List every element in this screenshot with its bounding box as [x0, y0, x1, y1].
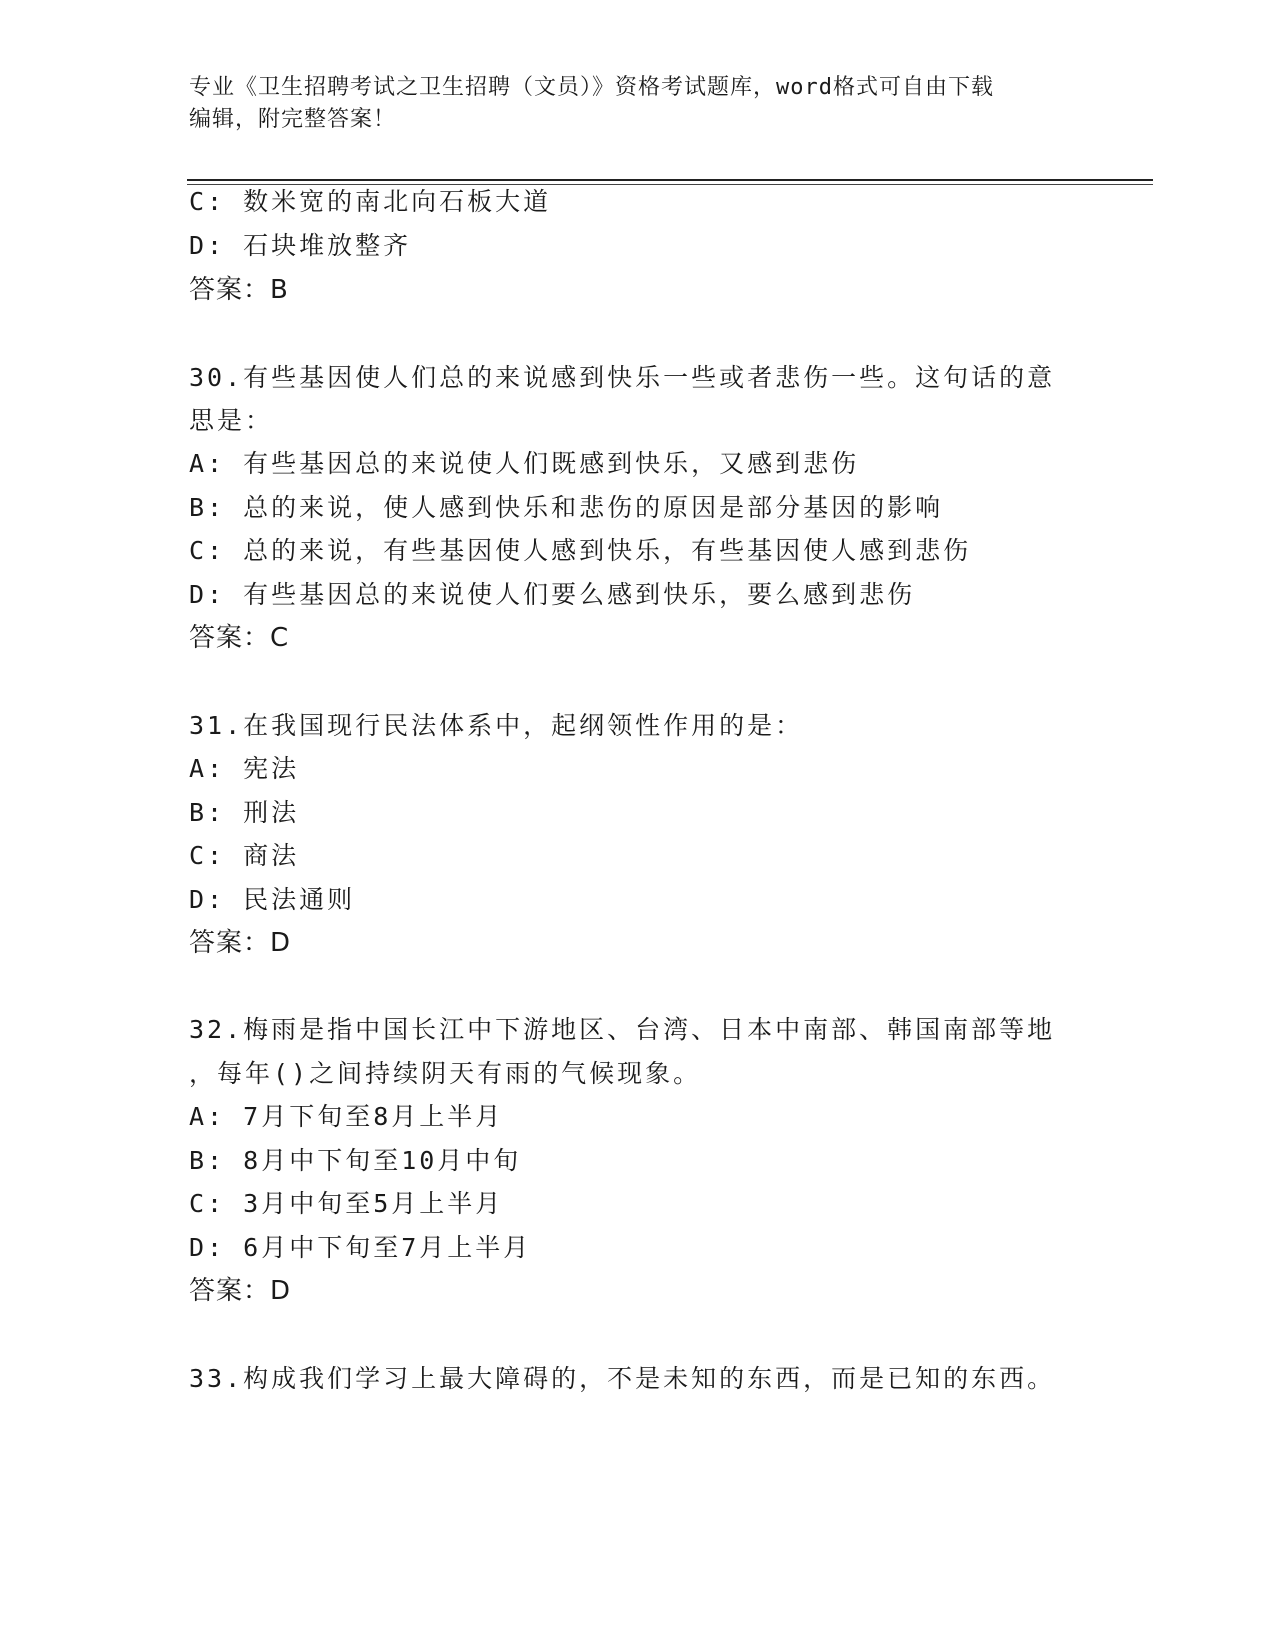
q32-answer: 答案：D [189, 1276, 292, 1306]
q32-option-a: A: 7月下旬至8月上半月 [189, 1102, 504, 1131]
q31-option-c: C: 商法 [189, 841, 300, 870]
q30-option-c: C: 总的来说，有些基因使人感到快乐，有些基因使人感到悲伤 [189, 536, 972, 565]
header-divider-thick [187, 179, 1153, 181]
q30-stem-line2: 思是： [189, 406, 274, 435]
q31-stem-line1: 31.在我国现行民法体系中，起纲领性作用的是： [189, 711, 804, 740]
q32-option-b: B: 8月中下旬至10月中旬 [189, 1146, 522, 1175]
q31-option-a: A: 宪法 [189, 754, 300, 783]
q33-stem-line1: 33.构成我们学习上最大障碍的，不是未知的东西，而是已知的东西。 [189, 1364, 1056, 1393]
q30-option-a: A: 有些基因总的来说使人们既感到快乐，又感到悲伤 [189, 449, 860, 478]
q31-option-b: B: 刑法 [189, 798, 300, 827]
q30-answer: 答案：C [189, 623, 290, 653]
q30-option-d: D: 有些基因总的来说使人们要么感到快乐，要么感到悲伤 [189, 580, 916, 609]
document-header [189, 72, 1089, 136]
q32-option-d: D: 6月中下旬至7月上半月 [189, 1233, 532, 1262]
q31-answer: 答案：D [189, 928, 292, 958]
header-divider-thin [187, 184, 1153, 185]
header-title-line1: 专业《卫生招聘考试之卫生招聘（文员）》资格考试题库，word格式可自由下载 [189, 75, 994, 100]
q32-stem-line1: 32.梅雨是指中国长江中下游地区、台湾、日本中南部、韩国南部等地 [189, 1015, 1056, 1044]
q30-stem-line1: 30.有些基因使人们总的来说感到快乐一些或者悲伤一些。这句话的意 [189, 363, 1056, 392]
header-title-line2: 编辑，附完整答案！ [189, 107, 397, 132]
q29-answer: 答案：B [189, 275, 289, 305]
q32-stem-line2: ，每年()之间持续阴天有雨的气候现象。 [189, 1059, 702, 1088]
q29-option-c: C: 数米宽的南北向石板大道 [189, 187, 552, 216]
q30-option-b: B: 总的来说，使人感到快乐和悲伤的原因是部分基因的影响 [189, 493, 944, 522]
q29-option-d: D: 石块堆放整齐 [189, 231, 412, 260]
q31-option-d: D: 民法通则 [189, 885, 356, 914]
q32-option-c: C: 3月中旬至5月上半月 [189, 1189, 504, 1218]
